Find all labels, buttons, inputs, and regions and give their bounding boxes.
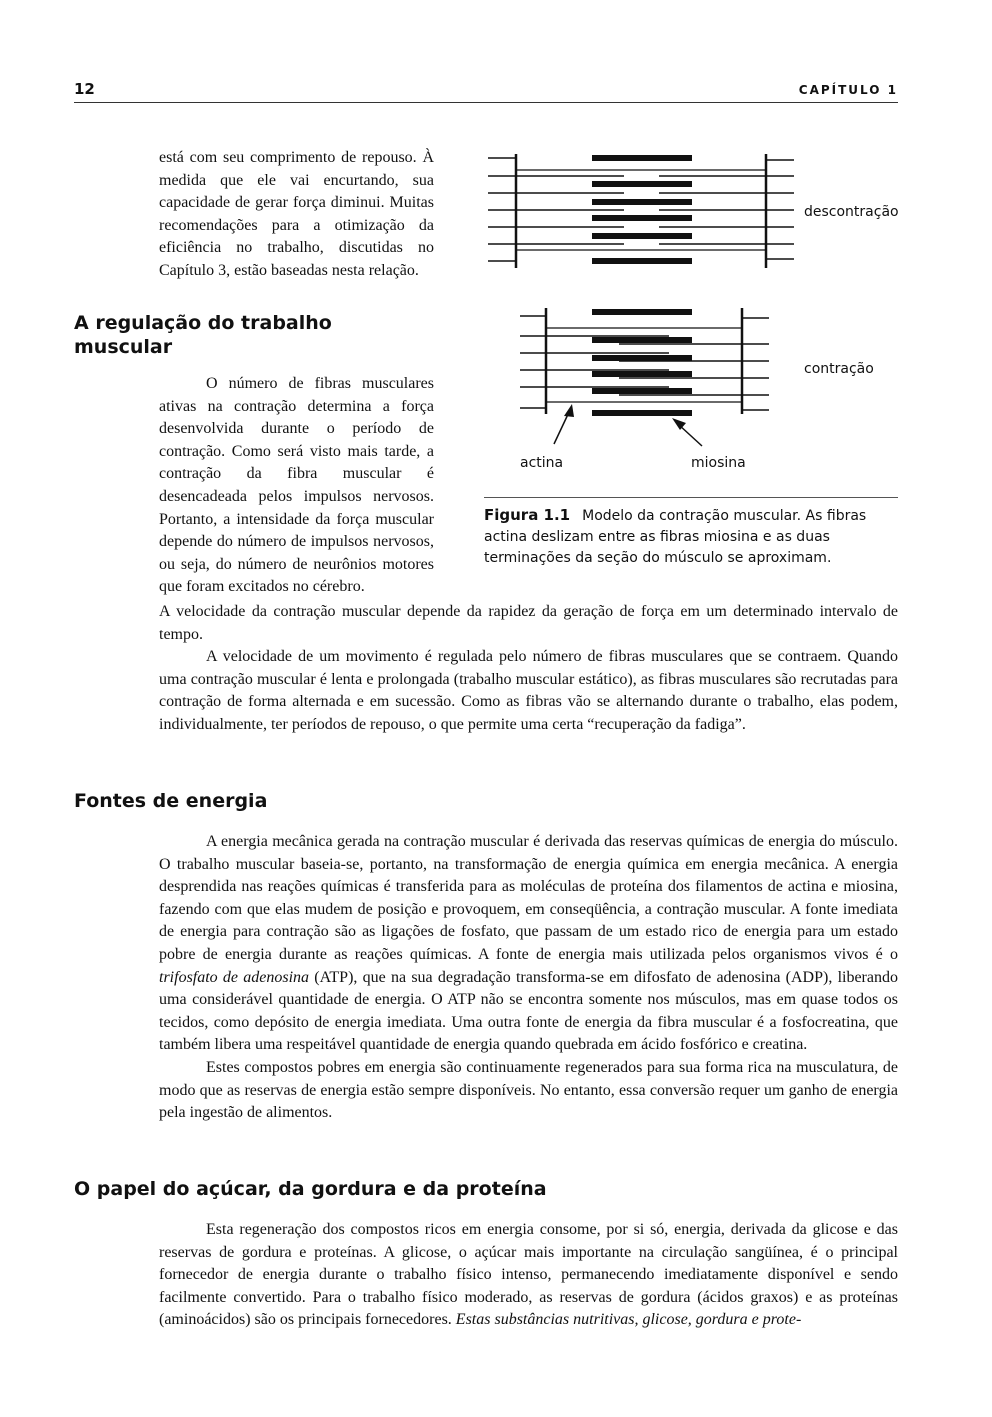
heading-fontes: Fontes de energia — [74, 790, 268, 812]
header-rule — [74, 102, 898, 103]
chapter-label: CAPÍTULO 1 — [798, 83, 898, 97]
muscle-contraction-figure — [484, 148, 900, 478]
intro-text — [159, 147, 434, 283]
caption-text: Modelo da contração muscular. As fibras actina deslizam entre as fibras miosina e as duas terminações da seção do músculo se aproximam. — [484, 508, 867, 566]
contracted-label: contração — [804, 361, 874, 377]
fontes-paragraph-1: A energia mecânica gerada na contração muscular é derivada das reservas químicas de energia do músculo. O trabalho muscular baseia-se, portanto, na transformação de energia química em energia mecânica. A energia desprendida nas reações químicas é transferida para as moléculas de proteína dos filamentos de actina e miosina, fazendo com que elas mudem de posição e provoquem, em conseqüência, a contração muscular. A fonte imediata de energia para contração são as ligações de fosfato, que passam de um estado rico de energia para um estado pobre de energia durante as reações químicas. A fonte de energia mais utilizada pelos organismos vivos é o trifosfato de adenosina (ATP), que na sua degradação transforma-se em difosfato de adenosina (ADP), liberando uma considerável quantidade de energia. O ATP não se encontra somente nos músculos, mas em quase todos os tecidos, como depósito de energia imediata. Uma outra fonte de energia da fibra muscular é a fosfocreatina, que também libera uma respeitável quantidade de energia quando quebrada em ácido fosfórico e creatina. — [159, 833, 898, 1054]
papel-paragraph-1: Esta regeneração dos compostos ricos em energia consome, por si só, energia, derivada da glicose e das reservas de gordura e proteínas. A glicose, o açúcar mais importante na circulação sangüínea, é o principal fornecedor de energia durante o trabalho físico intenso, permanecendo imediatamente disponível e sendo facilmente convertido. Para o trabalho físico moderado, as reservas de gordura (ácidos graxos) e as proteínas (aminoácidos) são os principais fornecedores. Estas substâncias nutritivas, glicose, gordura e prote- — [159, 1221, 898, 1329]
figure-caption — [484, 505, 898, 569]
heading-regulacao: A regulação do trabalho muscular — [74, 312, 332, 358]
relaxed-label: descontração — [804, 204, 899, 220]
heading-papel: O papel do açúcar, da gordura e da proteína — [74, 1178, 547, 1200]
caption-label: Figura 1.1 — [484, 506, 571, 524]
caption-rule — [484, 497, 898, 498]
papel-text — [159, 1219, 898, 1332]
fontes-text — [159, 831, 898, 1125]
relaxed-sarcomere-diagram — [488, 154, 794, 268]
actin-label: actina — [520, 455, 564, 471]
intro-paragraph: está com seu comprimento de repouso. À medida que ele vai encurtando, sua capacidade de gerar força diminui. Muitas recomendações para a otimização da eficiência no trabalho, discutidas no Capítulo 3, estão baseadas nesta relação. — [159, 149, 434, 279]
regulacao-paragraph-1: O número de fibras musculares ativas na contração determina a força desenvolvida durante o período de contração. Como será visto mais tarde, a contração da fibra muscular é desencadeada pelos impulsos nervosos. Portanto, a intensidade da força muscular depende do número de impulsos nervosos, ou seja, do número de neurônios motores que foram excitados no cérebro. — [159, 375, 434, 596]
regulacao-column-text — [159, 373, 434, 599]
fontes-paragraph-2: Estes compostos pobres em energia são continuamente regenerados para sua forma rica na musculatura, de modo que as reservas de energia estão sempre disponíveis. No entanto, essa conversão requer um ganho de energia pela ingestão de alimentos. — [159, 1058, 898, 1122]
page-number: 12 — [74, 80, 95, 98]
myosin-label: miosina — [691, 455, 746, 471]
regulacao-full-text — [159, 601, 898, 737]
regulacao-paragraph-2: A velocidade de um movimento é regulada pelo número de fibras musculares que se contraem. Quando uma contração muscular é lenta e prolongada (trabalho muscular estático), as fibras musculares são recrutadas para contração de forma alternada e em sucessão. Como as fibras vão se alternando durante o trabalho, elas podem, individualmente, ter períodos de repouso, o que permite uma certa “recuperação da fadiga”. — [159, 648, 898, 733]
contracted-sarcomere-diagram — [520, 308, 769, 446]
regulacao-paragraph-1-cont: A velocidade da contração muscular depende da rapidez da geração de força em um determinado intervalo de tempo. — [159, 603, 898, 643]
